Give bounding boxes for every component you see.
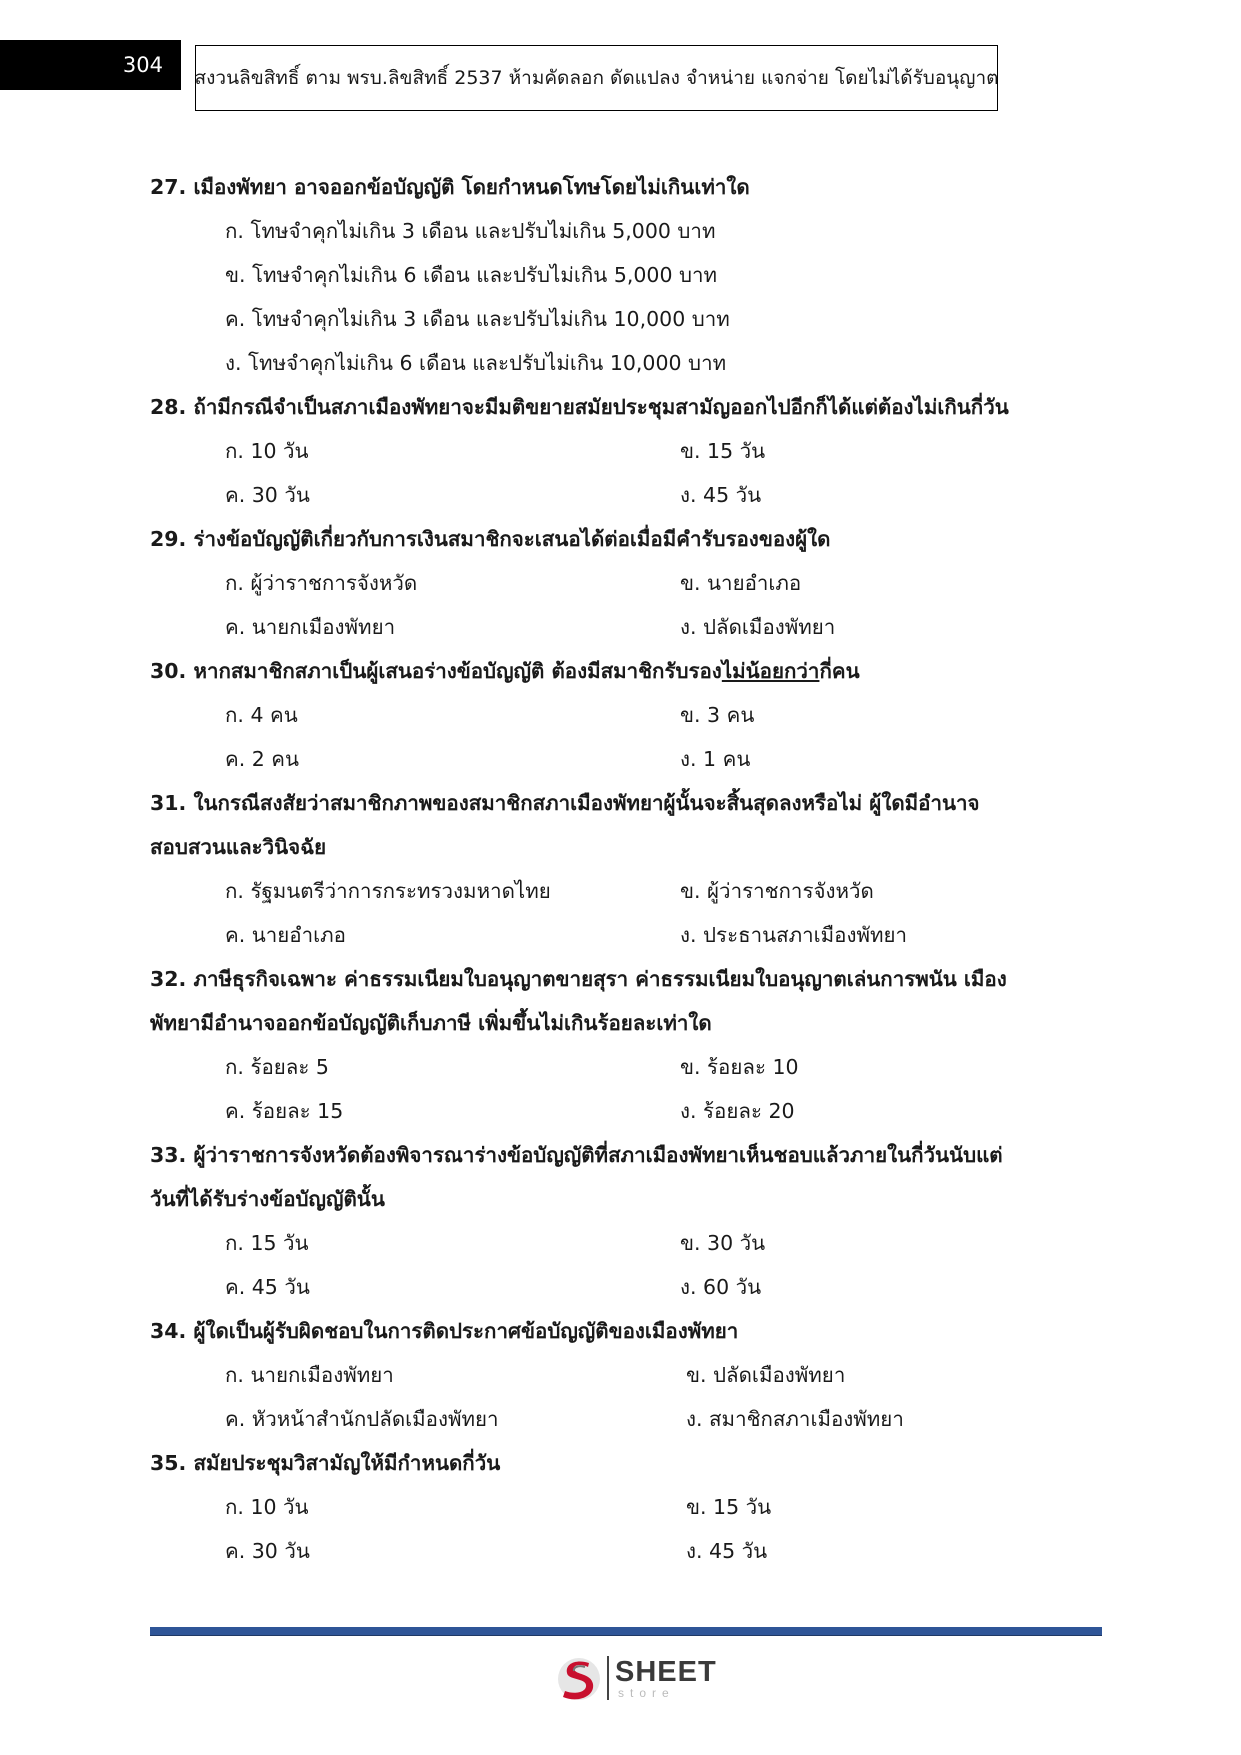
question-number: 32. xyxy=(150,967,187,991)
question-31 xyxy=(150,781,1090,957)
option-b[interactable]: ข. โทษจำคุกไม่เกิน 6 เดือน และปรับไม่เกิน 5,000 บาท xyxy=(225,262,718,287)
underlined-emphasis: ไม่น้อยกว่า xyxy=(721,659,820,683)
question-33 xyxy=(150,1133,1090,1309)
option-a[interactable]: ก. นายกเมืองพัทยา xyxy=(225,1362,394,1387)
option-b[interactable]: ข. ปลัดเมืองพัทยา xyxy=(686,1362,846,1387)
question-body: ผู้ใดเป็นผู้รับผิดชอบในการติดประกาศข้อบัญญัติของเมืองพัทยา xyxy=(193,1319,739,1343)
question-number: 35. xyxy=(150,1451,187,1475)
question-text xyxy=(150,517,1090,561)
option-a[interactable]: ก. รัฐมนตรีว่าการกระทรวงมหาดไทย xyxy=(225,878,551,903)
option-d[interactable]: ง. 1 คน xyxy=(680,746,751,771)
logo-main-text: SHEET xyxy=(615,1655,717,1688)
option-a[interactable]: ก. 10 วัน xyxy=(225,438,309,463)
option-b[interactable]: ข. ผู้ว่าราชการจังหวัด xyxy=(680,878,874,903)
option-c[interactable]: ค. ร้อยละ 15 xyxy=(225,1098,344,1123)
question-body: สมัยประชุมวิสามัญให้มีกำหนดกี่วัน xyxy=(193,1451,501,1475)
question-34 xyxy=(150,1309,1090,1441)
option-d[interactable]: ง. โทษจำคุกไม่เกิน 6 เดือน และปรับไม่เกิน 10,000 บาท xyxy=(225,350,727,375)
option-d[interactable]: ง. ปลัดเมืองพัทยา xyxy=(680,614,836,639)
footer-divider xyxy=(150,1627,1102,1636)
question-list xyxy=(150,165,1090,1573)
option-b[interactable]: ข. 30 วัน xyxy=(680,1230,766,1255)
logo-separator xyxy=(607,1656,609,1700)
option-b[interactable]: ข. นายอำเภอ xyxy=(680,570,802,595)
question-body: ร่างข้อบัญญัติเกี่ยวกับการเงินสมาชิกจะเสนอได้ต่อเมื่อมีคำรับรองของผู้ใด xyxy=(193,527,831,551)
question-body: หากสมาชิกสภาเป็นผู้เสนอร่างข้อบัญญัติ ต้องมีสมาชิกรับรอง xyxy=(193,659,722,683)
sheet-store-s-icon xyxy=(555,1653,603,1703)
question-number: 30. xyxy=(150,659,187,683)
question-text xyxy=(150,1441,1090,1485)
question-29 xyxy=(150,517,1090,649)
page-number-text: 304 xyxy=(122,53,163,77)
page-number xyxy=(0,40,181,90)
option-b[interactable]: ข. 15 วัน xyxy=(680,438,766,463)
option-b[interactable]: ข. 15 วัน xyxy=(686,1494,772,1519)
option-d[interactable]: ง. 60 วัน xyxy=(680,1274,762,1299)
question-text xyxy=(150,385,1090,429)
option-a[interactable]: ก. 15 วัน xyxy=(225,1230,309,1255)
question-body: เมืองพัทยา อาจออกข้อบัญญัติ โดยกำหนดโทษโดยไม่เกินเท่าใด xyxy=(193,175,750,199)
option-c[interactable]: ค. 30 วัน xyxy=(225,1538,310,1563)
option-b[interactable]: ข. ร้อยละ 10 xyxy=(680,1054,799,1079)
question-number: 28. xyxy=(150,395,187,419)
option-a[interactable]: ก. ผู้ว่าราชการจังหวัด xyxy=(225,570,418,595)
option-a[interactable]: ก. 4 คน xyxy=(225,702,298,727)
option-c[interactable]: ค. 30 วัน xyxy=(225,482,310,507)
copyright-text: สงวนลิขสิทธิ์ ตาม พรบ.ลิขสิทธิ์ 2537 ห้ามคัดลอก ดัดแปลง จำหน่าย แจกจ่าย โดยไม่ได้รับอนุญาต xyxy=(194,67,999,89)
option-c[interactable]: ค. 2 คน xyxy=(225,746,300,771)
question-text xyxy=(150,165,1090,209)
copyright-notice xyxy=(195,45,998,111)
option-d[interactable]: ง. 45 วัน xyxy=(686,1538,768,1563)
question-27 xyxy=(150,165,1090,385)
question-28 xyxy=(150,385,1090,517)
question-text-line2: วันที่ได้รับร่างข้อบัญญัตินั้น xyxy=(150,1187,385,1211)
option-d[interactable]: ง. สมาชิกสภาเมืองพัทยา xyxy=(686,1406,904,1431)
option-c[interactable]: ค. โทษจำคุกไม่เกิน 3 เดือน และปรับไม่เกิน 10,000 บาท xyxy=(225,306,730,331)
question-text xyxy=(150,649,1090,693)
option-a[interactable]: ก. ร้อยละ 5 xyxy=(225,1054,329,1079)
question-body: ถ้ามีกรณีจำเป็นสภาเมืองพัทยาจะมีมติขยายสมัยประชุมสามัญออกไปอีกก็ได้แต่ต้องไม่เกินกี่วัน xyxy=(193,395,1009,419)
question-body-end: กี่คน xyxy=(819,659,860,683)
option-c[interactable]: ค. 45 วัน xyxy=(225,1274,310,1299)
question-text-line2: สอบสวนและวินิจฉัย xyxy=(150,835,327,859)
question-number: 31. xyxy=(150,791,187,815)
question-body: ภาษีธุรกิจเฉพาะ ค่าธรรมเนียมใบอนุญาตขายสุรา ค่าธรรมเนียมใบอนุญาตเล่นการพนัน เมือง xyxy=(193,967,1007,991)
question-text xyxy=(150,781,1090,825)
question-body: ผู้ว่าราชการจังหวัดต้องพิจารณาร่างข้อบัญญัติที่สภาเมืองพัทยาเห็นชอบแล้วภายในกี่วันนับแต่ xyxy=(193,1143,1003,1167)
option-a[interactable]: ก. 10 วัน xyxy=(225,1494,309,1519)
question-body: ในกรณีสงสัยว่าสมาชิกภาพของสมาชิกสภาเมืองพัทยาผู้นั้นจะสิ้นสุดลงหรือไม่ ผู้ใดมีอำนาจ xyxy=(193,791,980,815)
option-c[interactable]: ค. นายอำเภอ xyxy=(225,922,346,947)
question-35 xyxy=(150,1441,1090,1573)
question-text xyxy=(150,1309,1090,1353)
question-number: 33. xyxy=(150,1143,187,1167)
sheet-store-logo xyxy=(555,1652,717,1704)
question-number: 34. xyxy=(150,1319,187,1343)
option-d[interactable]: ง. ประธานสภาเมืองพัทยา xyxy=(680,922,908,947)
question-text-line2: พัทยามีอำนาจออกข้อบัญญัติเก็บภาษี เพิ่มขึ้นไม่เกินร้อยละเท่าใด xyxy=(150,1011,712,1035)
logo-wordmark xyxy=(615,1655,717,1700)
option-b[interactable]: ข. 3 คน xyxy=(680,702,755,727)
question-text xyxy=(150,1133,1090,1177)
option-a[interactable]: ก. โทษจำคุกไม่เกิน 3 เดือน และปรับไม่เกิน 5,000 บาท xyxy=(225,218,716,243)
logo-sub-text: store xyxy=(618,1685,675,1700)
question-number: 29. xyxy=(150,527,187,551)
option-c[interactable]: ค. นายกเมืองพัทยา xyxy=(225,614,396,639)
option-c[interactable]: ค. หัวหน้าสำนักปลัดเมืองพัทยา xyxy=(225,1406,499,1431)
question-text xyxy=(150,957,1090,1001)
option-d[interactable]: ง. 45 วัน xyxy=(680,482,762,507)
option-d[interactable]: ง. ร้อยละ 20 xyxy=(680,1098,795,1123)
question-30 xyxy=(150,649,1090,781)
question-32 xyxy=(150,957,1090,1133)
question-number: 27. xyxy=(150,175,187,199)
